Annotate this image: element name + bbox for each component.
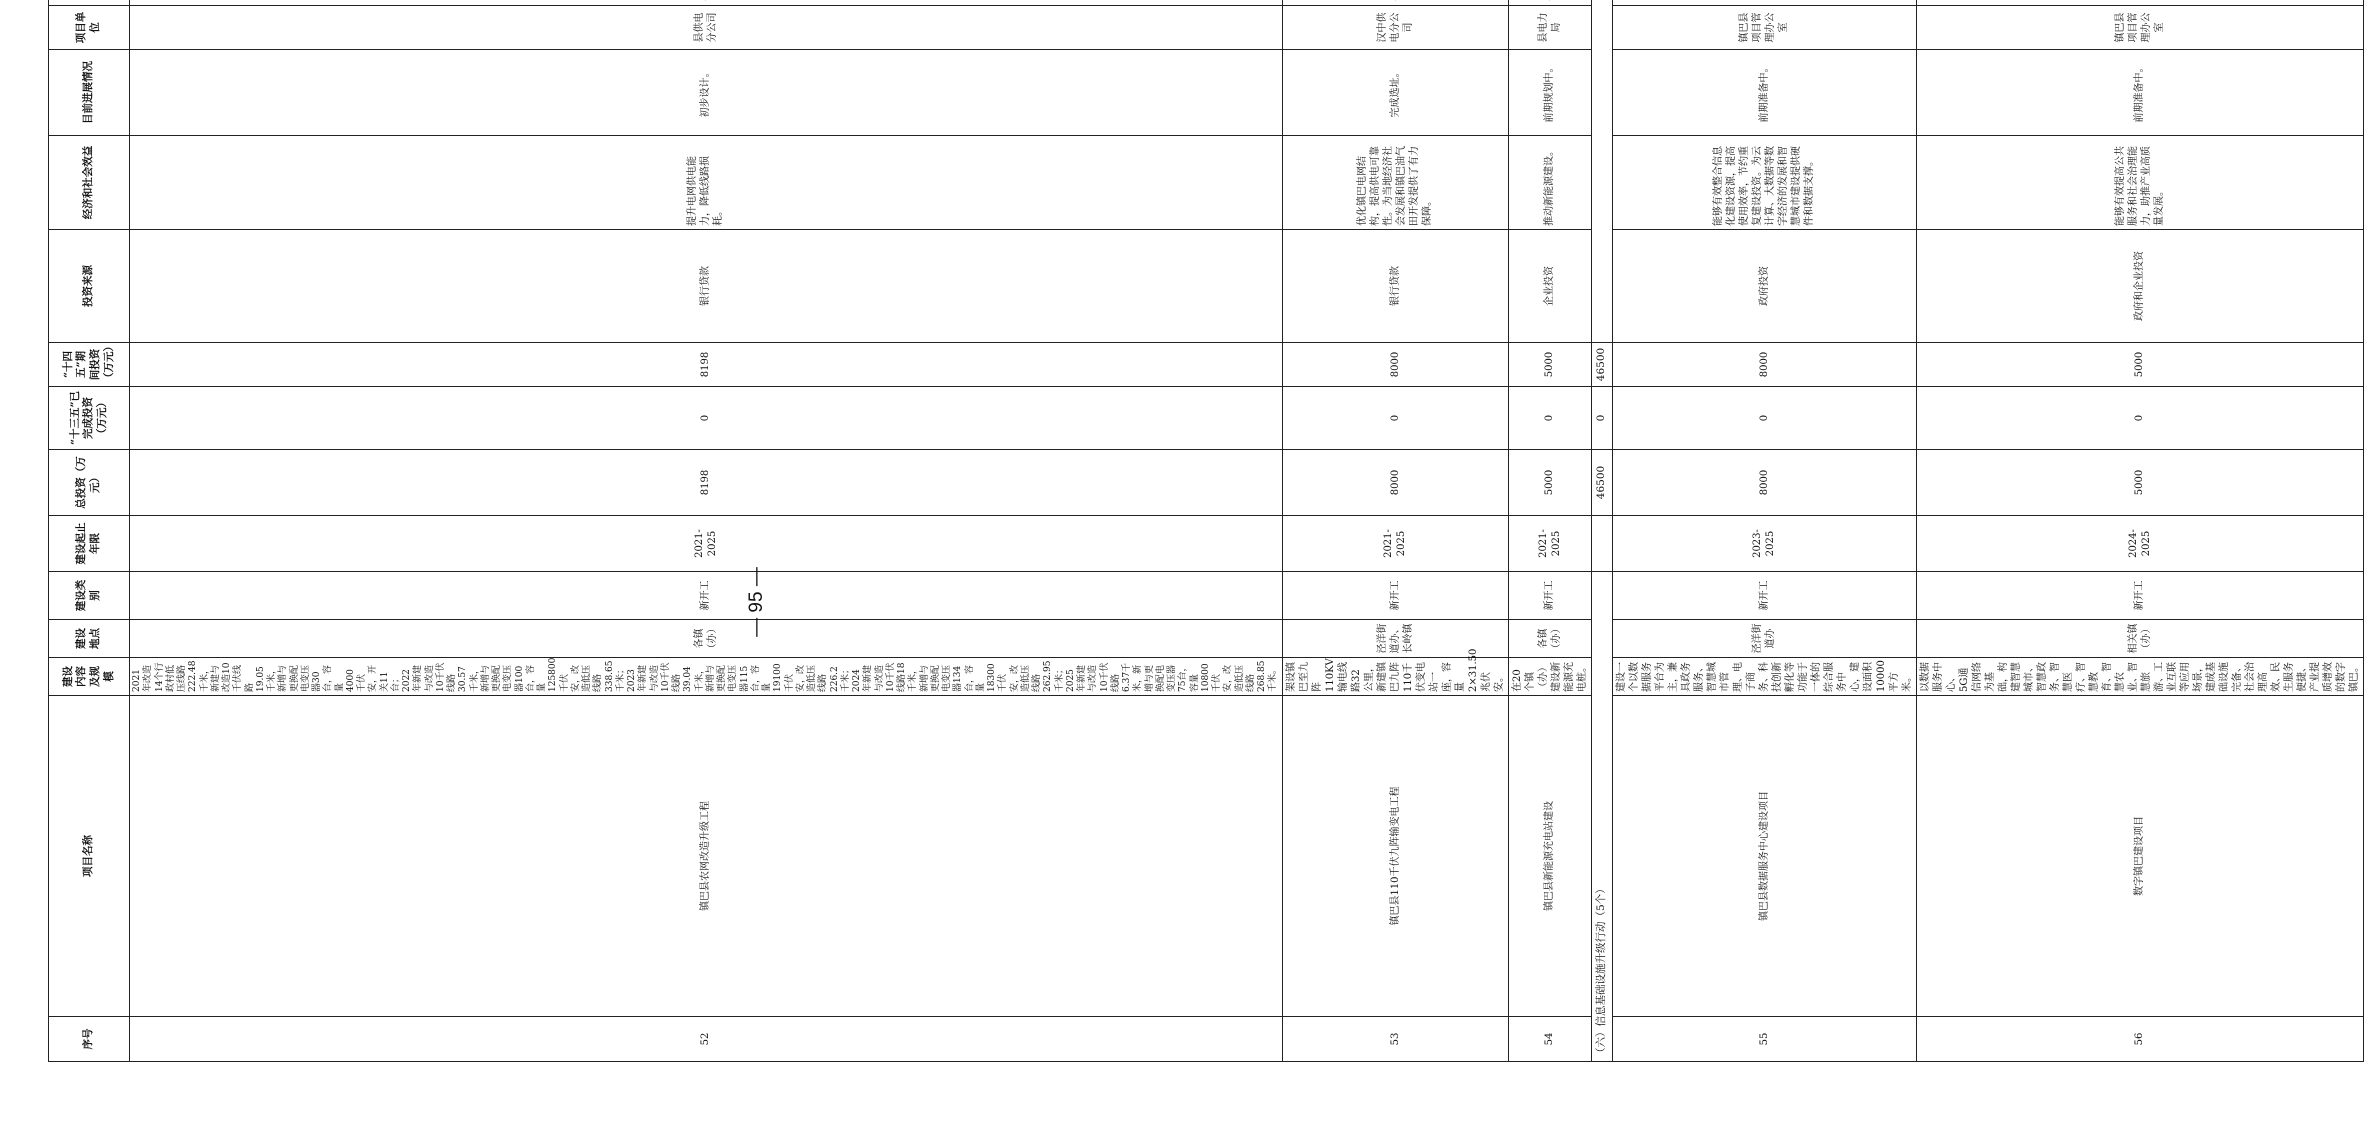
row-seq: 56 — [1916, 1017, 2363, 1062]
section-fyp13: 0 — [1591, 387, 1612, 450]
row-unit: 汉中供电分公司 — [1282, 6, 1508, 50]
row-progress: 初步设计。 — [130, 50, 1283, 136]
row-name: 镇巴县农网改造升级工程 — [130, 696, 1283, 1017]
row-benefit: 能够有效提高公共服务和社会治理能力，助推产业高质量发展。 — [1916, 136, 2363, 230]
row-dept — [1508, 0, 1591, 6]
row-unit: 县供电分公司 — [130, 6, 1283, 50]
table-row — [1282, 0, 1508, 1062]
header-name: 项目名称 — [49, 696, 130, 1017]
row-unit: 镇巴县项目管理办公室 — [1916, 6, 2363, 50]
table-row — [1508, 0, 1591, 1062]
row-total: 8198 — [130, 450, 1283, 516]
section-total: 46500 — [1591, 450, 1612, 516]
header-progress: 目前进展情况 — [49, 50, 130, 136]
section-fyp14: 46500 — [1591, 343, 1612, 387]
project-table — [48, 0, 2364, 1062]
row-fyp14: 8198 — [130, 343, 1283, 387]
row-type: 新开工 — [1612, 572, 1916, 620]
section-title: （六）信息基础设施升级行动（5个） — [1591, 572, 1612, 1062]
row-fyp13: 0 — [1508, 387, 1591, 450]
row-fyp13: 0 — [1282, 387, 1508, 450]
header-period: 建设起止年限 — [49, 516, 130, 572]
row-source: 银行贷款 — [1282, 230, 1508, 343]
row-period: 2021-2025 — [1282, 516, 1508, 572]
row-name: 数字镇巴建设项目 — [1916, 696, 2363, 1017]
row-fyp13: 0 — [1916, 387, 2363, 450]
row-fyp14: 8000 — [1612, 343, 1916, 387]
header-total: 总投资（万元） — [49, 450, 130, 516]
row-fyp14: 8000 — [1282, 343, 1508, 387]
row-period: 2023-2025 — [1612, 516, 1916, 572]
row-seq: 53 — [1282, 1017, 1508, 1062]
row-total: 5000 — [1508, 450, 1591, 516]
header-content: 建设内容及规模 — [49, 658, 130, 696]
header-fyp13: “十三五”已完成投资（万元） — [49, 387, 130, 450]
row-source: 政府投资 — [1612, 230, 1916, 343]
header-row — [49, 0, 130, 1062]
row-fyp13: 0 — [130, 387, 1283, 450]
row-content: 2021年改造14个行政村低压线路222.48千米，新建与改造10千伏线路19.05千米，新增与更换配电变压器30台，容量4000千伏安，开关11台；2022年新建与改造10千伏线路30.57千米，新增与更换配电变压器100台，容量125800千伏安，改造低压线路338.65千米；2023年新建与改造10千伏线路39.04千米，新增与更换配电变压器115台，容量19100千伏安，改造低压线路226.2千米；2024年新建与改造10千伏线路18千米，新增与更换配电变压器134台，容量18300千伏安，改造低压线路262.95千米；2025年新建与改造10千伏线路6.37千米，新增与更换配电变压器75台，容量10800千伏安，改造低压线路268.85千米。 — [130, 658, 1283, 696]
row-location: 泾洋街道办 — [1612, 620, 1916, 658]
row-fyp14: 5000 — [1508, 343, 1591, 387]
row-name: 镇巴县110千伏九阵输变电工程 — [1282, 696, 1508, 1017]
row-total: 8000 — [1612, 450, 1916, 516]
section-empty — [1591, 0, 1612, 343]
row-total: 8000 — [1282, 450, 1508, 516]
row-location: 泾洋街道办、长岭镇 — [1282, 620, 1508, 658]
row-location: 各镇（办） — [130, 620, 1283, 658]
row-period: 2024-2025 — [1916, 516, 2363, 572]
row-content: 建设一个以数据服务平台为主，兼具政务服务、智慧城市管理、电子商务、科技创新孵化等功能于一体的综合服务中心，建设面积10000平方米。 — [1612, 658, 1916, 696]
page-number-text: — 95 — — [746, 567, 767, 637]
row-dept — [130, 0, 1283, 6]
row-fyp13: 0 — [1612, 387, 1916, 450]
row-total: 5000 — [1916, 450, 2363, 516]
row-source: 企业投资 — [1508, 230, 1591, 343]
row-progress: 前期准备中。 — [1916, 50, 2363, 136]
row-dept — [1282, 0, 1508, 6]
row-name: 镇巴县新能源充电站建设 — [1508, 696, 1591, 1017]
section-empty — [1591, 516, 1612, 572]
row-seq: 52 — [130, 1017, 1283, 1062]
row-location: 各镇（办） — [1508, 620, 1591, 658]
row-progress: 前期准备中。 — [1612, 50, 1916, 136]
row-source: 政府和企业投资 — [1916, 230, 2363, 343]
row-type: 新开工 — [1916, 572, 2363, 620]
header-fyp14: “十四五”期间投资（万元） — [49, 343, 130, 387]
row-benefit: 推动新能源建设。 — [1508, 136, 1591, 230]
row-type: 新开工 — [130, 572, 1283, 620]
row-period: 2021-2025 — [130, 516, 1283, 572]
row-name: 镇巴县数据服务中心建设项目 — [1612, 696, 1916, 1017]
header-location: 建设地点 — [49, 620, 130, 658]
row-content: 以数据服务中心、5G通信网络为基础，构建智慧城市、智慧政务、智慧医疗、智慧教育、智慧农业、智慧旅游、工业互联等应用场景，建成基础设施完备、社会治理高效、民生服务便捷、产业提质增效的数字镇巴。 — [1916, 658, 2363, 696]
row-dept — [1916, 0, 2363, 6]
header-type: 建设类别 — [49, 572, 130, 620]
row-unit: 镇巴县项目管理办公室 — [1612, 6, 1916, 50]
header-unit: 项目单位 — [49, 6, 130, 50]
row-content: 架设镇巴至九阵110KV输电线路32公里，新建镇巴九阵110千伏变电站一座，容量2×31.50兆伏安。 — [1282, 658, 1508, 696]
row-period: 2021-2025 — [1508, 516, 1591, 572]
row-seq: 54 — [1508, 1017, 1591, 1062]
row-benefit: 能够有效整合信息化建设资源，提高使用效率，节约重复建设投资。为云计算、大数据等数字经济的发展和智慧城市建设提供硬件和数据支撑。 — [1612, 136, 1916, 230]
row-seq: 55 — [1612, 1017, 1916, 1062]
table-row — [130, 0, 1283, 1062]
row-benefit: 提升电网供电能力，降低线路损耗。 — [130, 136, 1283, 230]
header-seq: 序号 — [49, 1017, 130, 1062]
row-fyp14: 5000 — [1916, 343, 2363, 387]
table-row — [1916, 0, 2363, 1062]
row-type: 新开工 — [1282, 572, 1508, 620]
header-benefit: 经济和社会效益 — [49, 136, 130, 230]
row-dept — [1612, 0, 1916, 6]
row-source: 银行贷款 — [130, 230, 1283, 343]
page-number — [737, 532, 777, 672]
header-dept — [49, 0, 130, 6]
row-location: 相关镇（办） — [1916, 620, 2363, 658]
row-content: 在20个镇（办）建设新能源充电桩。 — [1508, 658, 1591, 696]
table-row — [1612, 0, 1916, 1062]
row-progress: 完成选址。 — [1282, 50, 1508, 136]
row-type: 新开工 — [1508, 572, 1591, 620]
section-row — [1591, 0, 1612, 1062]
row-progress: 前期规划中。 — [1508, 50, 1591, 136]
header-source: 投资来源 — [49, 230, 130, 343]
row-benefit: 优化镇巴电网结构，提高供电可靠性。为当地经济社会发展和镇巴油气田开发提供了有力保障。 — [1282, 136, 1508, 230]
row-unit: 县电力局 — [1508, 6, 1591, 50]
